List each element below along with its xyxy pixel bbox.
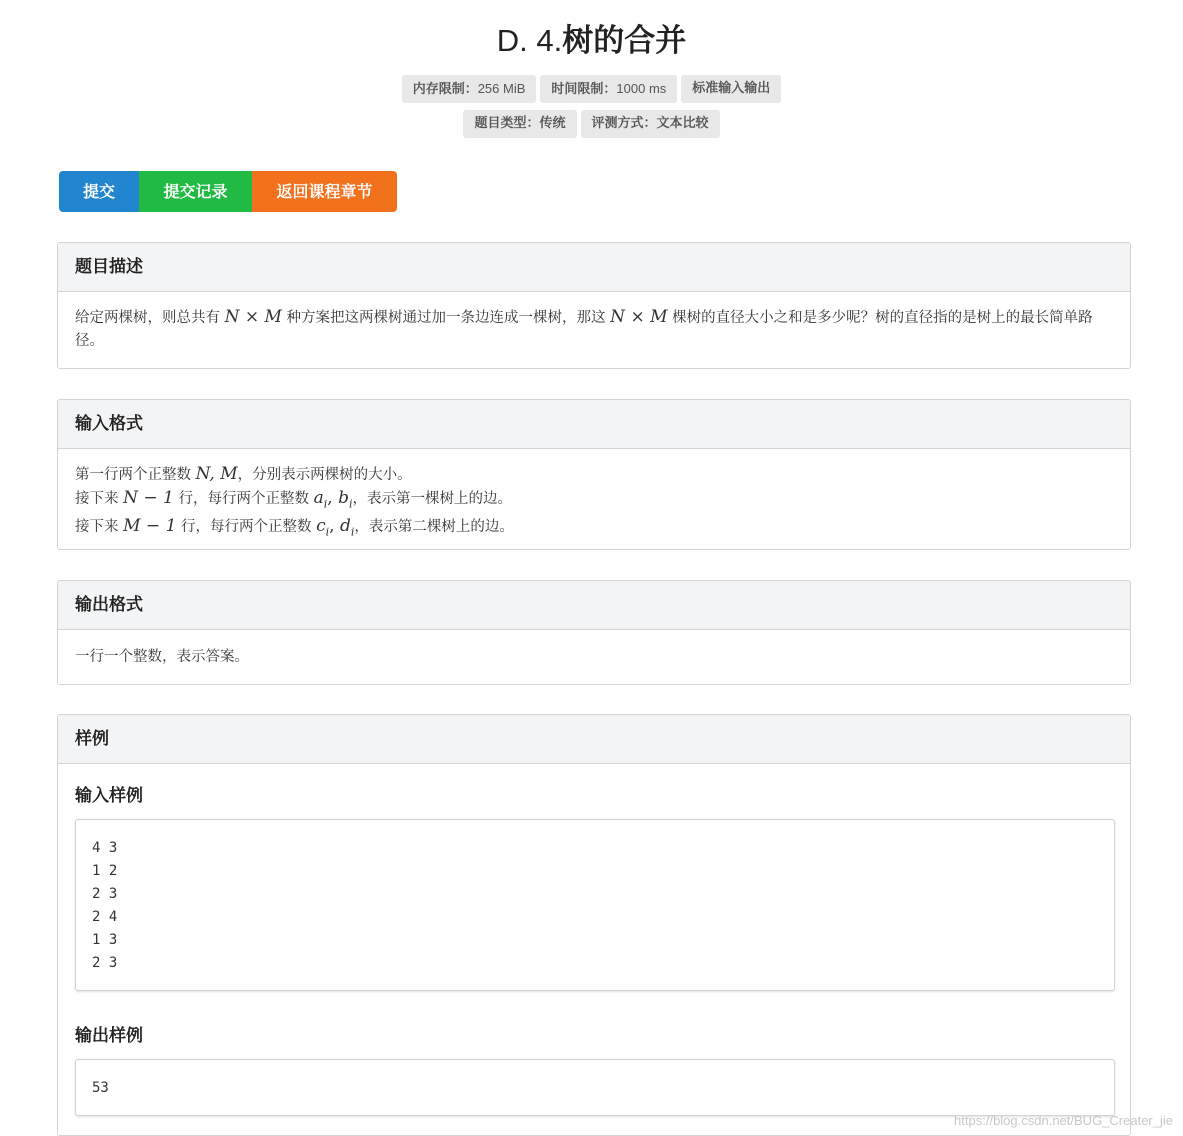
text: 行，每行两个正整数 xyxy=(176,519,317,536)
text: ，表示第二棵树上的边。 xyxy=(354,519,514,536)
action-buttons xyxy=(59,171,397,212)
input-line-1 xyxy=(75,463,1113,487)
memory-limit-value: 256 MiB xyxy=(477,81,526,96)
samples-panel xyxy=(57,714,1131,1136)
sample-output-title: 输出样例 xyxy=(75,1026,143,1046)
problem-number: D. 4. xyxy=(496,23,563,58)
subscript: i xyxy=(323,497,328,511)
time-limit-tag xyxy=(540,75,677,103)
type-tags xyxy=(0,110,1183,138)
text: 第一行两个正整数 xyxy=(75,467,196,483)
sample-output-code[interactable]: 53 xyxy=(75,1059,1115,1116)
subscript: i xyxy=(325,525,330,539)
description-text: 棵树的直径大小之和是多少呢？树的直径指的是树上的最长简单路径。 xyxy=(75,310,1093,349)
description-text: 给定两棵树，则总共有 xyxy=(75,310,225,326)
input-format-body xyxy=(58,449,1130,550)
samples-heading: 样例 xyxy=(58,715,1130,764)
submission-records-button[interactable]: 提交记录 xyxy=(139,171,252,212)
text: ，表示第一棵树上的边。 xyxy=(352,491,512,507)
math-ci-di: $c_i$, $d_i$ xyxy=(316,516,355,539)
description-body xyxy=(58,292,1130,367)
time-limit-label: 时间限制： xyxy=(551,82,617,97)
text: 接下来 xyxy=(75,491,124,507)
output-format-heading: 输出格式 xyxy=(58,581,1130,630)
output-format-body: 一行一个整数，表示答案。 xyxy=(75,649,249,665)
var-d: d xyxy=(339,516,351,537)
math-m-minus-1: M − 1 xyxy=(123,516,177,537)
page-title xyxy=(0,19,1183,63)
math-n-times-m: N × M xyxy=(224,307,282,327)
judge-method-tag xyxy=(581,110,720,138)
input-line-3 xyxy=(75,515,1113,543)
io-type-label: 标准输入输出 xyxy=(692,81,771,96)
var-c: c xyxy=(316,516,326,537)
description-heading: 题目描述 xyxy=(58,243,1130,292)
memory-limit-label: 内存限制： xyxy=(412,82,478,97)
math-n-m: N, M xyxy=(195,464,238,484)
input-format-heading: 输入格式 xyxy=(58,400,1130,449)
math-ai-bi: $a_i$, $b_i$ xyxy=(313,488,353,511)
problem-type-label: 题目类型：传统 xyxy=(474,116,566,131)
limits-tags xyxy=(0,75,1183,103)
text: 行，每行两个正整数 xyxy=(173,491,314,507)
input-line-2 xyxy=(75,487,1113,515)
sample-input-code[interactable]: 4 3 1 2 2 3 2 4 1 3 2 3 xyxy=(75,819,1115,991)
problem-type-tag xyxy=(463,110,576,138)
var-a: a xyxy=(313,488,324,508)
output-format-panel xyxy=(57,580,1131,685)
time-limit-value: 1000 ms xyxy=(616,81,667,96)
judge-method-label: 评测方式：文本比较 xyxy=(591,116,709,131)
problem-name: 树的合并 xyxy=(562,23,687,59)
sample-input-title: 输入样例 xyxy=(75,786,143,806)
memory-limit-tag xyxy=(402,75,537,103)
input-format-panel xyxy=(57,399,1131,550)
subscript: i xyxy=(348,497,353,511)
subscript: i xyxy=(350,525,355,539)
submit-button[interactable]: 提交 xyxy=(59,171,139,212)
io-type-tag xyxy=(681,75,781,103)
watermark: https://blog.csdn.net/BUG_Creater_jie xyxy=(954,1113,1173,1128)
text: 接下来 xyxy=(75,519,124,536)
description-panel xyxy=(57,242,1131,369)
math-n-times-m: N × M xyxy=(610,307,668,327)
math-n-minus-1: N − 1 xyxy=(123,488,174,508)
text: ，分别表示两棵树的大小。 xyxy=(237,467,412,483)
description-text: 种方案把这两棵树通过加一条边连成一棵树，那这 xyxy=(281,310,611,326)
var-b: b xyxy=(338,488,349,508)
back-to-chapter-button[interactable]: 返回课程章节 xyxy=(252,171,397,212)
